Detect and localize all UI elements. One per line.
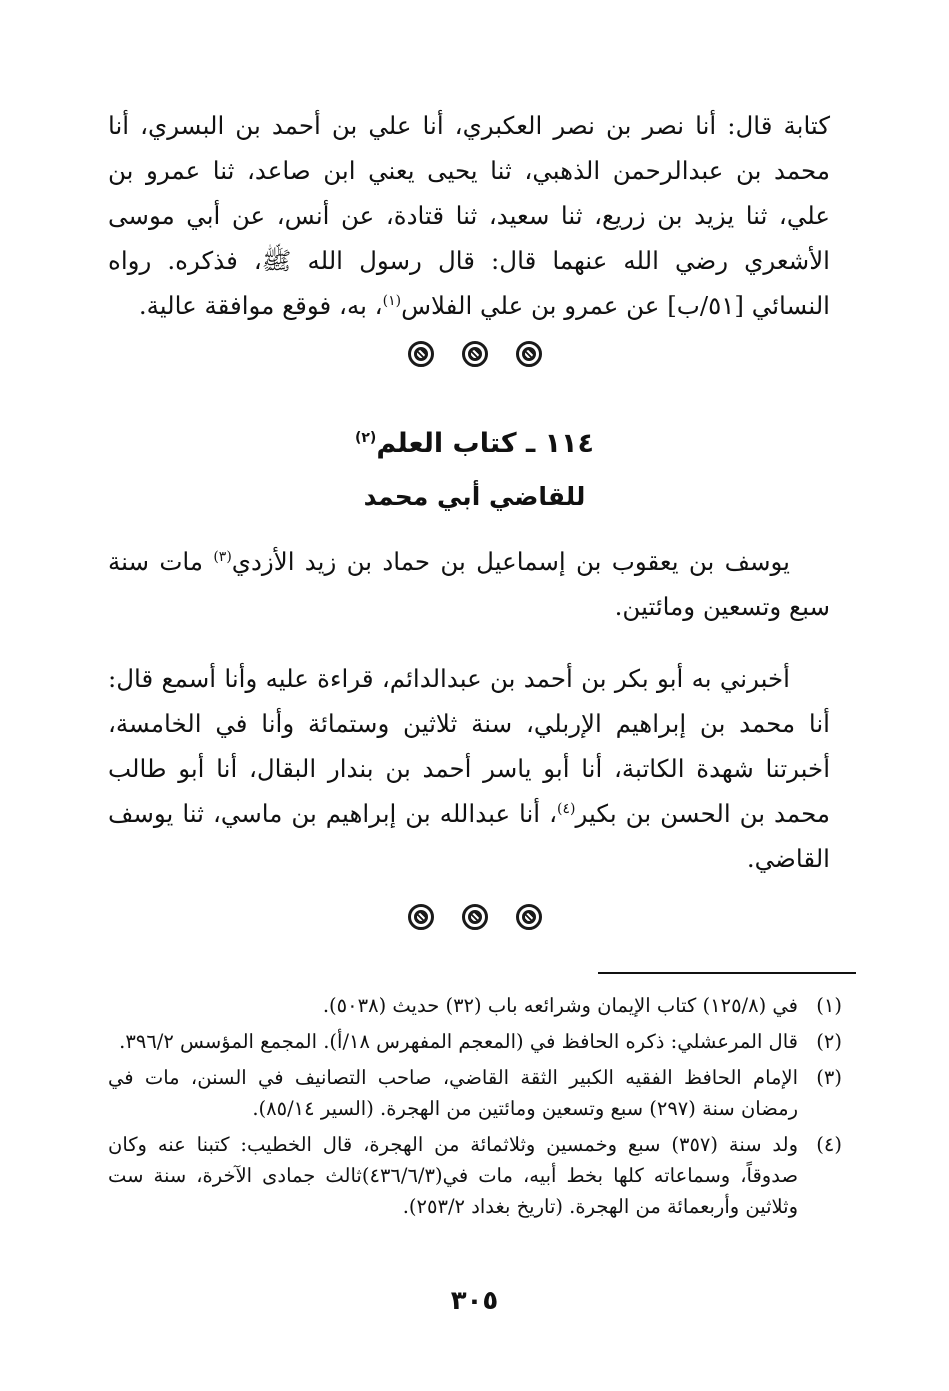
footnote-item <box>108 1026 842 1057</box>
paragraph-text: أخبرني به أبو بكر بن أحمد بن عبدالدائم، قراءة عليه وأنا أسمع قال: أنا محمد بن إبراهيم الإربلي، سنة ثلاثين وستمائة وأنا في الخامسة، أخبرتنا شهدة الكاتبة، أنا أبو ياسر أحمد بن بندار البقال، أنا أبو طالب محمد بن الحسن بن بكير <box>108 664 831 828</box>
footnotes <box>108 990 842 1227</box>
footnote-ref-4: (٤) <box>556 800 576 817</box>
paragraph-text: كتابة قال: أنا نصر بن نصر العكبري، أنا علي بن أحمد بن البسري، أنا محمد بن عبدالرحمن الذهبي، ثنا يحيى يعني ابن صاعد، ثنا عمرو بن علي، ثنا يزيد بن زريع، ثنا سعيد، ثنا قتادة، عن أنس، عن أبي موسى الأشعري رضي الله عنهما قال: قال رسول الله ﷺ، فذكره. رواه النسائي [٥١/ب] عن عمرو بن علي الفلاس <box>108 111 830 320</box>
paragraph-author-bio <box>108 539 830 629</box>
footnote-number: (٢) <box>816 1030 842 1053</box>
rosette-icon <box>516 341 542 367</box>
footnote-item <box>108 1062 842 1124</box>
footnote-item <box>108 1129 842 1222</box>
rosette-icon <box>408 341 434 367</box>
paragraph-text: يوسف بن يعقوب بن إسماعيل بن حماد بن زيد الأزدي <box>231 547 790 576</box>
footnote-number: (٤) <box>816 1133 842 1156</box>
footnote-separator <box>598 972 856 974</box>
footnote-ref-1: (١) <box>382 292 402 309</box>
paragraph-text-tail: ، أنا عبدالله بن إبراهيم بن ماسي، ثنا يوسف القاضي. <box>108 799 830 873</box>
paragraph-isnad-2 <box>108 656 830 881</box>
footnote-text: ولد سنة (٣٥٧) سبع وخمسين وثلاثمائة من الهجرة، قال الخطيب: كتبنا عنه وكان صدوقاً، وسماعاته كلها بخط أبيه، مات في(٤٣٦/٦/٣)ثالث جمادى الآخرة، سنة ست وثلاثين وأربعمائة من الهجرة. (تاريخ بغداد ٢٥٣/٢). <box>108 1133 799 1218</box>
paragraph-isnad-1 <box>108 103 830 328</box>
paragraph-text-tail: مات سنة سبع وتسعين ومائتين. <box>108 547 830 621</box>
footnote-text: الإمام الحافظ الفقيه الكبير الثقة القاضي، صاحب التصانيف في السنن، مات في رمضان سنة (٢٩٧) سبع وتسعين ومائتين من الهجرة. (السير ٨٥/١٤). <box>108 1066 798 1120</box>
rosette-icon <box>516 904 542 930</box>
chapter-title-text: ١١٤ ـ كتاب العلم <box>376 428 595 459</box>
rosette-icon <box>462 904 488 930</box>
footnote-number: (٣) <box>816 1066 842 1089</box>
ornament-divider-bottom <box>0 904 949 930</box>
rosette-icon <box>462 341 488 367</box>
ornament-divider-top <box>0 341 949 367</box>
footnote-item <box>108 990 842 1021</box>
chapter-title <box>0 428 949 459</box>
footnote-ref-3: (٣) <box>213 548 232 565</box>
footnote-ref-2: (٢) <box>354 430 377 446</box>
footnote-number: (١) <box>816 994 842 1017</box>
chapter-author: للقاضي أبي محمد <box>363 482 586 511</box>
paragraph-text-tail: ، به، فوقع موافقة عالية. <box>138 291 383 320</box>
footnote-text: قال المرعشلي: ذكره الحافظ في (المعجم المفهرس ١٨/أ). المجمع المؤسس ٣٩٦/٢. <box>119 1030 798 1053</box>
footnote-text: في (١٢٥/٨) كتاب الإيمان وشرائعه باب (٣٢) حديث (٥٠٣٨). <box>322 994 798 1017</box>
page-number: ٣٠٥ <box>450 1286 499 1316</box>
rosette-icon <box>408 904 434 930</box>
